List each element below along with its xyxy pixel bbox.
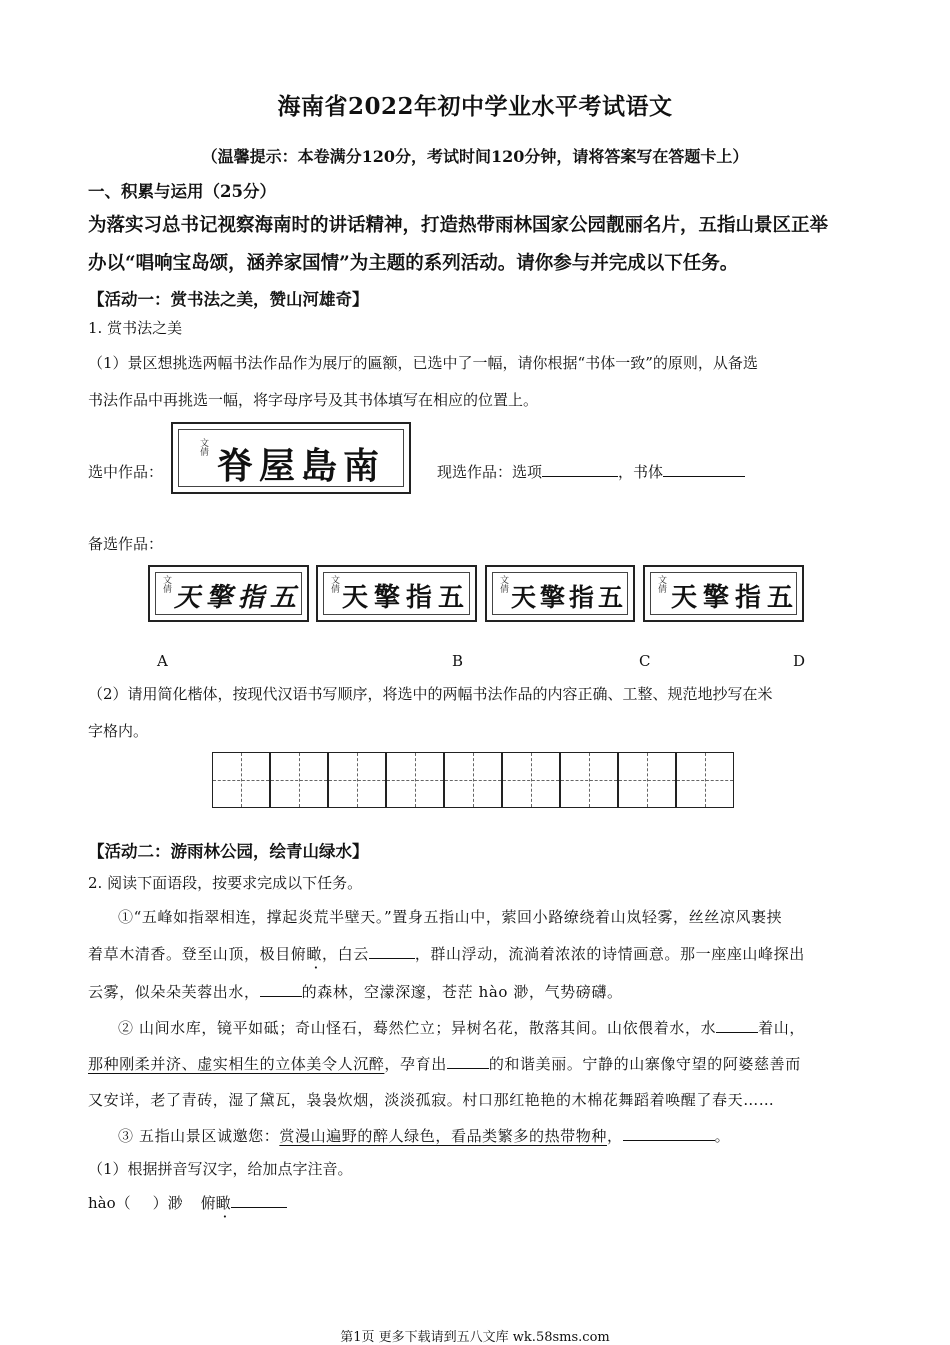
seal-text: 文倩: [656, 575, 666, 593]
intro-line: 为落实习总书记视察海南时的讲话精神，打造热带雨林国家公园靓丽名片，五指山景区正举: [88, 215, 829, 236]
seal-text: 文倩: [198, 438, 208, 456]
pinyin-label: hào（: [88, 1194, 131, 1212]
underlined-sentence: 赏漫山遍野的醉人绿色，看品类繁多的热带物种: [279, 1127, 607, 1145]
grid-cell[interactable]: [618, 752, 676, 808]
passage-text: 着草木清香。登至山顶，极目俯: [88, 945, 307, 963]
passage-text: ，白云: [322, 945, 369, 963]
pinyin-answer-blank[interactable]: [231, 1193, 287, 1208]
selected-calligraphy: [171, 422, 411, 494]
q2-1-text: （1）根据拼音写汉字，给加点字注音。: [88, 1160, 353, 1178]
activity2-title: 【活动二：游雨林公园，绘青山绿水】: [88, 842, 369, 861]
passage-text: ，孕育出: [384, 1055, 447, 1073]
alternative-a-text: 五指擎天: [174, 583, 303, 613]
passage-line: [118, 1125, 860, 1147]
alternative-d-calligraphy: [643, 565, 804, 622]
q2-title: 2. 阅读下面语段，按要求完成以下任务。: [88, 874, 363, 892]
grid-cell[interactable]: [560, 752, 618, 808]
q1-1-text-line: （1）景区想挑选两幅书法作品作为展厅的匾额，已选中了一幅，请你根据“书体一致”的原则，从备选: [88, 354, 758, 372]
script-label: 书体: [633, 463, 664, 481]
grid-cell[interactable]: [676, 752, 734, 808]
grid-cell[interactable]: [328, 752, 386, 808]
seal-text: 文倩: [498, 575, 508, 593]
alternative-b-calligraphy: [316, 565, 477, 622]
passage-line: ①“五峰如指翠相连，撑起炎荒半壁天。”置身五指山中，萦回小路缭绕着山岚轻雾，丝丝凉风裹挟: [118, 908, 783, 926]
passage-text: 。: [714, 1127, 731, 1145]
alternative-b-text: 五指擎天: [342, 583, 471, 613]
intro-line: 办以“唱响宝岛颂，涵养家国情”为主题的系列活动。请你参与并完成以下任务。: [88, 253, 739, 274]
passage-text: ③ 五指山景区诚邀您：: [118, 1127, 280, 1145]
current-option-label: 现选作品：选项: [437, 463, 543, 481]
option-letter-b: B: [452, 652, 464, 670]
passage-line: [88, 1053, 860, 1075]
passage-text: 的森林，空濛深邃，苍茫 hào 渺，气势磅礴。: [301, 983, 623, 1001]
passage-text: ，群山浮动，流淌着浓浓的诗情画意。那一座座山峰探出: [414, 945, 805, 963]
q1-1-text-line: 书法作品中再挑选一幅，将字母序号及其书体填写在相应的位置上。: [88, 391, 539, 409]
seal-text: 文倩: [161, 575, 171, 593]
fill-blank[interactable]: [716, 1018, 758, 1033]
answer-line: [88, 1192, 287, 1214]
grid-cell[interactable]: [502, 752, 560, 808]
answer-text: 俯: [200, 1194, 216, 1212]
passage-text: 着山，: [758, 1019, 805, 1037]
fill-blank[interactable]: [369, 944, 415, 959]
fill-blank[interactable]: [260, 982, 302, 997]
option-letter-a: A: [157, 652, 168, 670]
passage-text: ，: [606, 1127, 623, 1145]
passage-text: 的和谐美丽。宁静的山寨像守望的阿婆慈善而: [488, 1055, 801, 1073]
answer-text: ）渺: [152, 1194, 183, 1212]
grid-cell[interactable]: [386, 752, 444, 808]
grid-cell[interactable]: [270, 752, 328, 808]
passage-line: [118, 1017, 860, 1039]
fill-blank[interactable]: [623, 1126, 715, 1141]
selected-label: 选中作品：: [88, 463, 164, 481]
section-intro: [88, 207, 868, 283]
selected-work-text: 南島屋脊: [217, 445, 386, 487]
q1-title: 1. 赏书法之美: [88, 319, 183, 337]
alternative-c-calligraphy: [485, 565, 635, 622]
alternative-c-text: 五指擎天: [511, 583, 628, 612]
section-heading: 一、积累与运用（25分）: [88, 182, 276, 201]
q1-2-text-line: 字格内。: [88, 722, 149, 740]
seal-text: 文倩: [329, 575, 339, 593]
passage-text: ② 山间水库，镜平如砥；奇山怪石，蓦然伫立；异树名花，散落其间。山依偎着水，水: [118, 1019, 717, 1037]
passage-line: [88, 981, 860, 1003]
option-answer-blank[interactable]: [542, 462, 618, 477]
script-answer-blank[interactable]: [663, 462, 745, 477]
separator: ，: [618, 463, 634, 481]
option-letter-c: C: [639, 652, 651, 670]
passage-text: 云雾，似朵朵芙蓉出水，: [88, 983, 260, 1001]
passage-line: [88, 943, 860, 965]
alternatives-label: 备选作品：: [88, 535, 164, 553]
grid-cell[interactable]: [444, 752, 502, 808]
exam-tip: （温馨提示：本卷满分120分，考试时间120分钟，请将答案写在答题卡上）: [201, 147, 749, 166]
dotted-char: 瞰: [215, 1194, 231, 1212]
grid-cell[interactable]: [212, 752, 270, 808]
option-letter-d: D: [793, 652, 806, 670]
underlined-sentence: 那种刚柔并济、虚实相生的立体美令人沉醉: [88, 1055, 385, 1073]
page-title: 海南省2022年初中学业水平考试语文: [277, 93, 673, 120]
current-selection-line: [437, 461, 745, 482]
page-footer: 第1页 更多下载请到五八文库 wk.58sms.com: [340, 1330, 610, 1345]
alternative-a-calligraphy: [148, 565, 309, 622]
writing-grid[interactable]: [212, 752, 734, 808]
dotted-char: 瞰: [306, 945, 323, 963]
alternative-d-text: 五指擎天: [671, 583, 800, 613]
fill-blank[interactable]: [447, 1054, 489, 1069]
q1-2-text-line: （2）请用简化楷体，按现代汉语书写顺序，将选中的两幅书法作品的内容正确、工整、规范地抄写在米: [88, 685, 773, 703]
passage-line: 又安详，老了青砖，湿了黛瓦，袅袅炊烟，淡淡孤寂。村口那红艳艳的木棉花舞蹈着唤醒了春天……: [88, 1091, 775, 1109]
activity1-title: 【活动一：赏书法之美，赞山河雄奇】: [88, 290, 369, 309]
